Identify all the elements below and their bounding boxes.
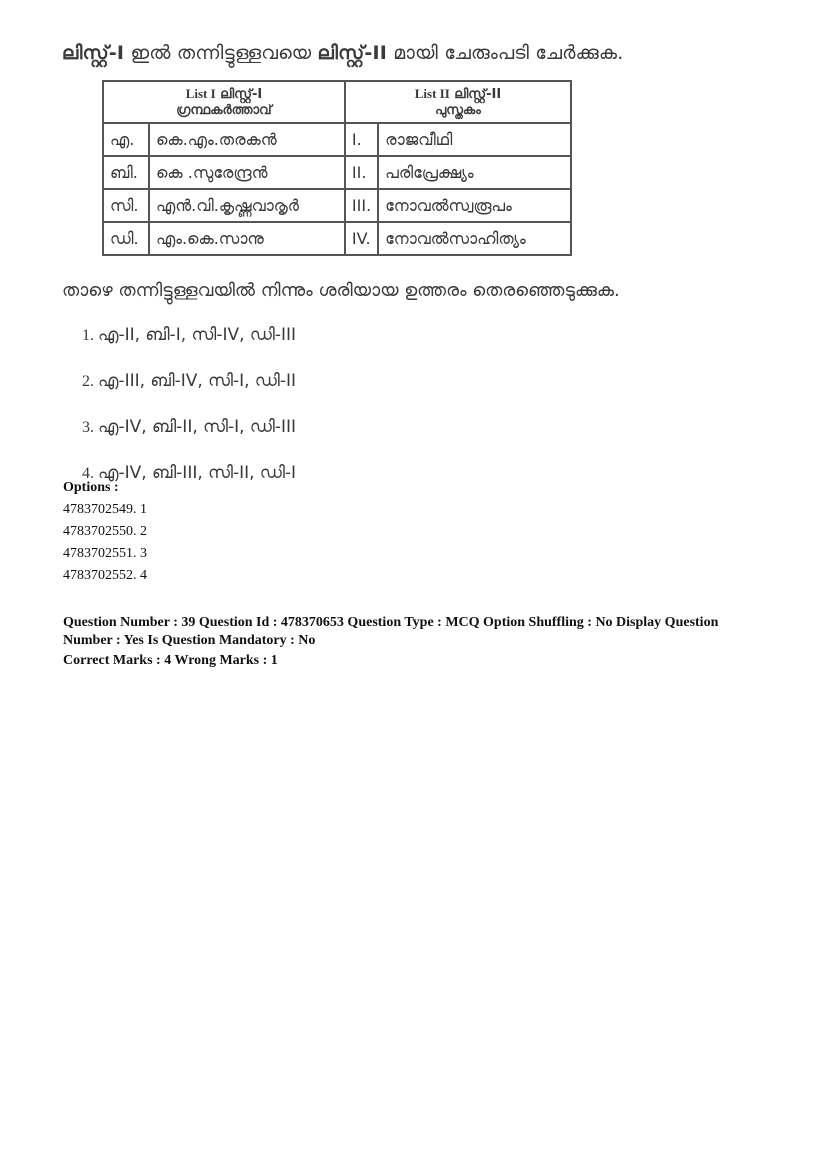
choice-list	[82, 318, 782, 502]
list1-label: ലിസ്റ്റ്-I	[62, 42, 125, 64]
table-header-row	[103, 81, 571, 123]
row-author: എം.കെ.സാനു	[149, 222, 345, 255]
option-item: 4783702550. 2	[63, 524, 147, 539]
header-list2	[345, 81, 571, 123]
header-list1-ml: ലിസ്റ്റ്-I	[220, 86, 263, 102]
table-row	[103, 123, 571, 156]
table-row	[103, 222, 571, 255]
header-list1-en: List I	[185, 85, 216, 101]
options-title: Options :	[63, 480, 119, 495]
marks-meta: Correct Marks : 4 Wrong Marks : 1	[63, 653, 278, 668]
choice-text: എ-IV, ബി-III, സി-II, ഡി-I	[98, 463, 297, 483]
choice-num: 4.	[82, 465, 94, 482]
row-author: കെ.എം.തരകൻ	[149, 123, 345, 156]
option-item: 4783702551. 3	[63, 546, 147, 561]
question-instruction	[62, 40, 782, 66]
choice-item	[82, 364, 782, 410]
header-list2-ml: ലിസ്റ്റ്-II	[454, 86, 502, 102]
table-row	[103, 189, 571, 222]
choice-num: 1.	[82, 327, 94, 344]
row-book: നോവൽസാഹിത്യം	[378, 222, 571, 255]
choice-item	[82, 456, 782, 502]
question-instruction-2: താഴെ തന്നിട്ടുള്ളവയിൽ നിന്നും ശരിയായ ഉത്തരം തെരഞ്ഞെടുക്കുക.	[62, 280, 620, 301]
header-list1-sub: ഗ്രന്ഥകർത്താവ്	[176, 102, 272, 118]
row-num: III.	[345, 189, 378, 222]
row-num: II.	[345, 156, 378, 189]
row-num: IV.	[345, 222, 378, 255]
match-table	[102, 80, 572, 256]
choice-text: എ-III, ബി-IV, സി-I, ഡി-II	[98, 371, 297, 391]
header-list2-sub: പുസ്തകം	[435, 102, 481, 118]
choice-text: എ-II, ബി-I, സി-IV, ഡി-III	[98, 325, 297, 345]
header-list2-en: List II	[414, 85, 450, 101]
row-label: സി.	[103, 189, 149, 222]
header-list1	[103, 81, 345, 123]
row-book: രാജവീഥി	[378, 123, 571, 156]
choice-num: 3.	[82, 419, 94, 436]
instruction-text: ഇൽ തന്നിട്ടുള്ളവയെ	[124, 42, 318, 64]
row-book: പരിപ്രേക്ഷ്യം	[378, 156, 571, 189]
choice-item	[82, 410, 782, 456]
list2-label: ലിസ്റ്റ്-II	[317, 42, 388, 64]
row-label: ഡി.	[103, 222, 149, 255]
table-row	[103, 156, 571, 189]
instruction-text-end: മായി ചേരുംപടി ചേർക്കുക.	[387, 42, 624, 64]
row-author: എൻ.വി.കൃഷ്ണവാരൃർ	[149, 189, 345, 222]
row-label: എ.	[103, 123, 149, 156]
row-author: കെ .സുരേന്ദ്രൻ	[149, 156, 345, 189]
question-meta: Question Number : 39 Question Id : 478370653 Question Type : MCQ Option Shuffling : No Display Question Number : Yes Is Question Mandatory : No	[63, 615, 719, 648]
choice-text: എ-IV, ബി-II, സി-I, ഡി-III	[98, 417, 297, 437]
option-item: 4783702549. 1	[63, 502, 147, 517]
choice-item	[82, 318, 782, 364]
row-label: ബി.	[103, 156, 149, 189]
option-item: 4783702552. 4	[63, 568, 147, 583]
row-num: I.	[345, 123, 378, 156]
question-image	[62, 40, 782, 502]
choice-num: 2.	[82, 373, 94, 390]
row-book: നോവൽസ്വരൂപം	[378, 189, 571, 222]
